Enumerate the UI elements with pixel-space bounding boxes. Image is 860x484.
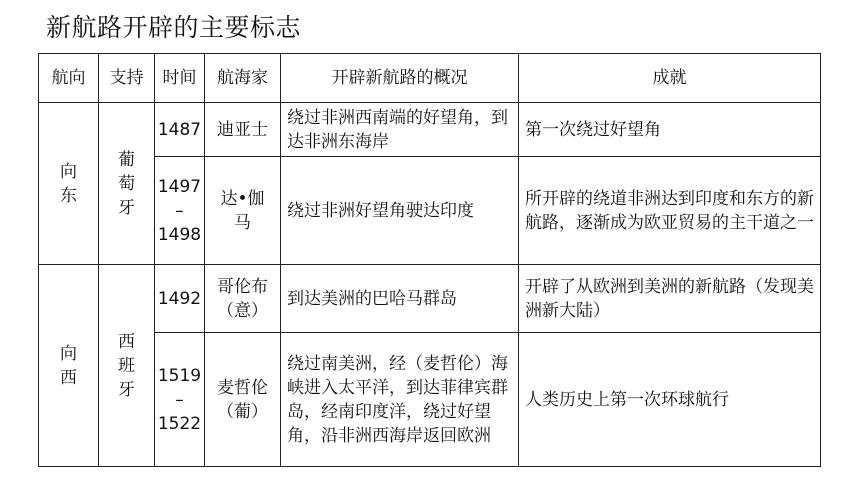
explorer-name: 麦哲伦 bbox=[217, 377, 268, 398]
direction-char: 西 bbox=[60, 367, 77, 388]
achievement-cell: 所开辟的绕道非洲达到印度和东方的新航路，逐渐成为欧亚贸易的主干道之一 bbox=[519, 157, 821, 265]
table-row bbox=[39, 103, 821, 157]
header-supporter: 支持 bbox=[99, 54, 155, 103]
time-cell bbox=[155, 333, 205, 467]
time-end: 1498 bbox=[157, 224, 202, 245]
time-dash: – bbox=[175, 389, 184, 410]
page-title: 新航路开辟的主要标志 bbox=[46, 13, 302, 42]
overview-cell: 绕过非洲好望角驶达印度 bbox=[281, 157, 519, 265]
time-cell bbox=[155, 157, 205, 265]
supporter-char: 牙 bbox=[118, 379, 135, 400]
direction-char: 东 bbox=[60, 185, 77, 206]
header-direction: 航向 bbox=[39, 54, 99, 103]
achievement-cell: 第一次绕过好望角 bbox=[519, 103, 821, 157]
explorer-cell bbox=[205, 333, 281, 467]
time-cell: 1492 bbox=[155, 265, 205, 333]
table-row bbox=[39, 157, 821, 265]
explorer-name: 哥伦布 bbox=[217, 276, 268, 297]
supporter-char: 西 bbox=[118, 331, 135, 352]
supporter-char: 班 bbox=[118, 355, 135, 376]
explorer-cell bbox=[205, 265, 281, 333]
direction-cell-east bbox=[39, 103, 99, 265]
direction-char: 向 bbox=[60, 161, 77, 182]
supporter-char: 萄 bbox=[118, 173, 135, 194]
time-dash: – bbox=[175, 200, 184, 221]
direction-cell-west bbox=[39, 265, 99, 467]
explorer-cell bbox=[205, 103, 281, 157]
achievement-cell: 人类历史上第一次环球航行 bbox=[519, 333, 821, 467]
supporter-cell-spain bbox=[99, 265, 155, 467]
time-start: 1519 bbox=[157, 365, 202, 386]
supporter-cell-portugal bbox=[99, 103, 155, 265]
voyages-table bbox=[38, 53, 821, 467]
explorer-name: 马 bbox=[234, 212, 251, 233]
overview-cell: 绕过非洲西南端的好望角，到达非洲东海岸 bbox=[281, 103, 519, 157]
direction-char: 向 bbox=[60, 343, 77, 364]
table-row bbox=[39, 333, 821, 467]
header-achievement: 成就 bbox=[519, 54, 821, 103]
time-start: 1497 bbox=[157, 176, 202, 197]
overview-cell: 到达美洲的巴哈马群岛 bbox=[281, 265, 519, 333]
explorer-name: 达•伽 bbox=[220, 188, 265, 209]
overview-cell: 绕过南美洲，经（麦哲伦）海峡进入太平洋，到达菲律宾群岛，经南印度洋，绕过好望角，沿非洲西海岸返回欧洲 bbox=[281, 333, 519, 467]
explorer-origin: （葡） bbox=[217, 401, 268, 422]
table-row bbox=[39, 265, 821, 333]
explorer-cell bbox=[205, 157, 281, 265]
achievement-cell: 开辟了从欧洲到美洲的新航路（发现美洲新大陆） bbox=[519, 265, 821, 333]
header-overview: 开辟新航路的概况 bbox=[281, 54, 519, 103]
header-time: 时间 bbox=[155, 54, 205, 103]
explorer-origin: （意） bbox=[217, 300, 268, 321]
header-explorer: 航海家 bbox=[205, 54, 281, 103]
time-end: 1522 bbox=[157, 413, 202, 434]
explorer-name: 迪亚士 bbox=[217, 119, 268, 140]
supporter-char: 牙 bbox=[118, 197, 135, 218]
supporter-char: 葡 bbox=[118, 149, 135, 170]
time-cell: 1487 bbox=[155, 103, 205, 157]
table-header-row bbox=[39, 54, 821, 103]
